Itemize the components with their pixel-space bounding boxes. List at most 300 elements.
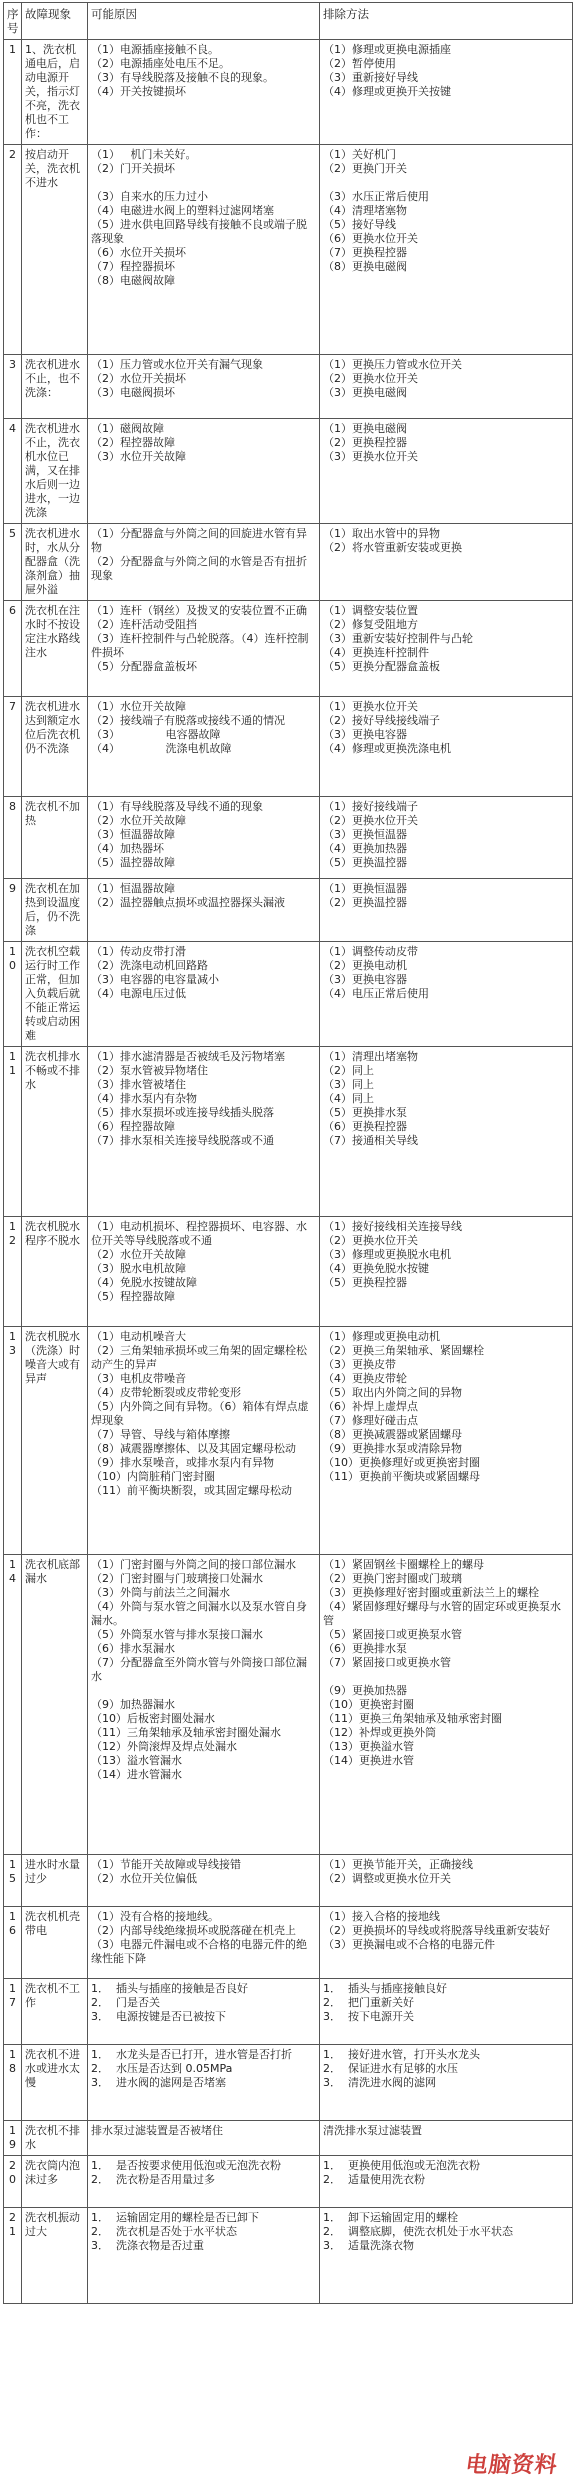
cause-line: （3）连杆控制件与凸轮脱落。（4）连杆控制件损坏 <box>91 632 309 659</box>
fix-cell <box>320 2045 573 2121</box>
cause-line: （4）排水泵内有杂物 <box>91 1092 197 1105</box>
fix-line <box>323 1670 569 1684</box>
row-number: 21 <box>4 2208 22 2304</box>
cause-line: （1） 机门未关好。 <box>91 148 197 161</box>
cause-line: （9）加热器漏水 <box>91 1698 175 1711</box>
cause-line: （5）分配器盒盖板坏 <box>91 660 197 673</box>
cause-line: （4）外筒与泵水管之间漏水以及泵水管自身漏水。 <box>91 1600 307 1627</box>
cause-line: （1）节能开关故障或导线接错 <box>91 1858 241 1871</box>
symptom-cell: 洗衣机进水不止，也不洗涤： <box>22 355 88 419</box>
table-row <box>4 1855 573 1907</box>
fix-line: （6）更换水位开关 <box>323 232 418 245</box>
fix-cell <box>320 145 573 355</box>
fix-line: 3． 适量洗涤衣物 <box>323 2239 414 2252</box>
row-number: 9 <box>4 879 22 942</box>
cause-line <box>91 1684 316 1698</box>
cause-line: （1）连杆（钢丝）及拨叉的安装位置不正确 <box>91 604 307 617</box>
cause-line: （8）减震器摩擦体、以及其固定螺母松动 <box>91 1442 296 1455</box>
cause-line: （3）排水管被堵住 <box>91 1078 186 1091</box>
fix-line: 1． 卸下运输固定用的螺栓 <box>323 2211 458 2224</box>
symptom-cell: 洗衣机底部漏水 <box>22 1555 88 1855</box>
fix-line: 1． 插头与插座接触良好 <box>323 1982 447 1995</box>
fix-line: （3）更换漏电或不合格的电器元件 <box>323 1938 495 1951</box>
fix-line: （4）紧固修理好螺母与水管的固定环或更换泵水管 <box>323 1600 561 1627</box>
table-row <box>4 2208 573 2304</box>
cause-line: （2）水位开关位偏低 <box>91 1872 197 1885</box>
header-num: 序号 <box>4 3 22 40</box>
fix-line: （1）清理出堵塞物 <box>323 1050 418 1063</box>
fix-line: （5）更换温控器 <box>323 856 407 869</box>
cause-line: （2）内部导线绝缘损坏或脱落碰在机壳上 <box>91 1924 296 1937</box>
header-row <box>4 3 573 40</box>
cause-line: （3）电磁阀损坏 <box>91 386 175 399</box>
fix-line: （9）更换加热器 <box>323 1684 407 1697</box>
fix-line: 清洗排水泵过滤装置 <box>323 2124 422 2137</box>
cause-cell <box>88 697 320 797</box>
cause-cell <box>88 601 320 697</box>
cause-line: （2）洗涤电动机回路路 <box>91 959 208 972</box>
cause-line: （2）门密封圈与门玻璃接口处漏水 <box>91 1572 263 1585</box>
cause-cell <box>88 942 320 1047</box>
cause-line <box>91 176 316 190</box>
cause-line: （5）温控器故障 <box>91 856 175 869</box>
fix-line: （5）更换排水泵 <box>323 1106 407 1119</box>
fix-line: 2． 保证进水有足够的水压 <box>323 2062 458 2075</box>
table-row <box>4 1327 573 1555</box>
cause-line: 1． 是否按要求使用低泡或无泡洗衣粉 <box>91 2159 281 2172</box>
fix-line: （6）补焊上虚焊点 <box>323 1400 418 1413</box>
cause-line: （1）传动皮带打滑 <box>91 945 186 958</box>
cause-line: （11）前平衡块断裂，或其固定螺母松动 <box>91 1484 292 1497</box>
fix-line: 2． 调整底脚，使洗衣机处于水平状态 <box>323 2225 513 2238</box>
table-row <box>4 1907 573 1979</box>
fix-line: （3）更换修理好密封圈或重新法兰上的螺栓 <box>323 1586 539 1599</box>
cause-line: （7）分配器盒至外筒水管与外筒接口部位漏水 <box>91 1656 307 1683</box>
fix-line: （7）接通相关导线 <box>323 1134 418 1147</box>
fix-cell <box>320 1327 573 1555</box>
fix-cell <box>320 355 573 419</box>
cause-line: 1． 插头与插座的接触是否良好 <box>91 1982 248 1995</box>
symptom-cell: 洗衣机空载运行时工作正常，但加入负载后就不能正常运转或启动困难 <box>22 942 88 1047</box>
row-number: 16 <box>4 1907 22 1979</box>
symptom-cell: 洗衣机脱水（洗涤）时噪音大或有异声 <box>22 1327 88 1555</box>
fix-line: （1）关好机门 <box>323 148 396 161</box>
symptom-cell: 按启动开关，洗衣机不进水 <box>22 145 88 355</box>
fix-cell <box>320 601 573 697</box>
cause-line: （1）恒温器故障 <box>91 882 175 895</box>
row-number: 14 <box>4 1555 22 1855</box>
table-row <box>4 524 573 601</box>
fix-cell <box>320 1047 573 1217</box>
cause-line: （7）导管、导线与箱体摩擦 <box>91 1428 230 1441</box>
fix-line: （10）更换密封圈 <box>323 1698 414 1711</box>
fix-line: （2）更换门开关 <box>323 162 407 175</box>
fix-line: （2）更换水位开关 <box>323 814 418 827</box>
cause-line: （2）水位开关故障 <box>91 814 186 827</box>
cause-line: 排水泵过滤装置是否被堵住 <box>91 2124 223 2137</box>
cause-line: （1）有导线脱落及导线不通的现象 <box>91 800 263 813</box>
fix-line: （3）更换恒温器 <box>323 828 407 841</box>
fix-cell <box>320 1855 573 1907</box>
cause-cell <box>88 1047 320 1217</box>
cause-line: （3）电机皮带噪音 <box>91 1372 186 1385</box>
cause-line: （12）外筒滚焊及焊点处漏水 <box>91 1740 237 1753</box>
cause-line: （1）排水滤清器是否被绒毛及污物堵塞 <box>91 1050 285 1063</box>
cause-line: （4）免脱水按键故障 <box>91 1276 197 1289</box>
fix-cell <box>320 2121 573 2156</box>
fix-line: （3）重新安装好控制件与凸轮 <box>323 632 473 645</box>
row-number: 2 <box>4 145 22 355</box>
fix-line: （4）修理或更换开关按键 <box>323 85 451 98</box>
row-number: 12 <box>4 1217 22 1327</box>
fix-line: （7）更换程控器 <box>323 246 407 259</box>
cause-cell <box>88 524 320 601</box>
cause-line: （1）磁阀故障 <box>91 422 164 435</box>
fix-line: （5）更换程控器 <box>323 1276 407 1289</box>
fix-line: （2）更换门密封圈或门玻璃 <box>323 1572 462 1585</box>
fix-line: （2）更换水位开关 <box>323 372 418 385</box>
symptom-cell: 洗衣机脱水程序不脱水 <box>22 1217 88 1327</box>
cause-cell <box>88 1217 320 1327</box>
cause-line: （3）恒温器故障 <box>91 828 175 841</box>
fix-line: （2）更换温控器 <box>323 896 407 909</box>
cause-line: （2）连杆活动受阻挡 <box>91 618 197 631</box>
cause-cell <box>88 1855 320 1907</box>
table-row <box>4 1217 573 1327</box>
cause-cell <box>88 1907 320 1979</box>
cause-cell <box>88 1979 320 2045</box>
fix-line <box>323 176 569 190</box>
fix-line: （1）更换节能开关，正确接线 <box>323 1858 473 1871</box>
fix-line: （2）将水管重新安装或更换 <box>323 541 462 554</box>
symptom-cell: 洗衣机在加热到设温度后，仍不洗涤 <box>22 879 88 942</box>
cause-cell <box>88 2156 320 2208</box>
fix-cell <box>320 40 573 145</box>
cause-line: （3） 电容器故障 <box>91 728 221 741</box>
row-number: 4 <box>4 419 22 524</box>
cause-line: （2）泵水管被异物堵住 <box>91 1064 208 1077</box>
cause-line: （2）水位开关故障 <box>91 1248 186 1261</box>
symptom-cell: 1、洗衣机通电后，启动电源开关，指示灯不亮，洗衣机也不工作： <box>22 40 88 145</box>
cause-line: （1）门密封圈与外筒之间的接口部位漏水 <box>91 1558 296 1571</box>
fix-cell <box>320 2208 573 2304</box>
cause-line: （3）自来水的压力过小 <box>91 190 208 203</box>
fix-line: （6）更换程控器 <box>323 1120 407 1133</box>
symptom-cell: 洗衣机不排水 <box>22 2121 88 2156</box>
row-number: 11 <box>4 1047 22 1217</box>
fix-line: （1）调整安装位置 <box>323 604 418 617</box>
cause-line: （6）程控器故障 <box>91 1120 175 1133</box>
cause-cell <box>88 2208 320 2304</box>
fix-line: （1）取出水管中的异物 <box>323 527 440 540</box>
cause-line: （5）内外筒之间有异物。（6）箱体有焊点虚焊现象 <box>91 1400 309 1427</box>
fix-line: （3）更换水位开关 <box>323 450 418 463</box>
row-number: 1 <box>4 40 22 145</box>
cause-line: （4） 洗涤电机故障 <box>91 742 232 755</box>
fix-line: （7）修理好碰击点 <box>323 1414 418 1427</box>
cause-line: （1）电动机噪音大 <box>91 1330 186 1343</box>
table-row <box>4 1979 573 2045</box>
fix-line: （9）更换排水泵或清除异物 <box>323 1442 462 1455</box>
header-cause: 可能原因 <box>88 3 320 40</box>
fix-line: （3）水压正常后使用 <box>323 190 429 203</box>
cause-line: （2）门开关损坏 <box>91 162 175 175</box>
cause-line: （3）水位开关故障 <box>91 450 186 463</box>
cause-line: （5）程控器故障 <box>91 1290 175 1303</box>
fix-line: 2． 适量使用洗衣粉 <box>323 2173 425 2186</box>
fix-line: （1）更换水位开关 <box>323 700 418 713</box>
fix-line: （2）更换电动机 <box>323 959 407 972</box>
cause-line: （2）电源插座处电压不足。 <box>91 57 230 70</box>
cause-line: （13）溢水管漏水 <box>91 1754 182 1767</box>
header-symptom: 故障现象 <box>22 3 88 40</box>
cause-cell <box>88 1327 320 1555</box>
fix-line: （1）接好接线端子 <box>323 800 418 813</box>
cause-line: （1）水位开关故障 <box>91 700 186 713</box>
cause-line: （2）温控器触点损坏或温控器探头漏液 <box>91 896 285 909</box>
symptom-cell: 洗衣机振动过大 <box>22 2208 88 2304</box>
cause-line: 3． 洗涤衣物是否过重 <box>91 2239 204 2252</box>
fix-line: （4）修理或更换洗涤电机 <box>323 742 451 755</box>
cause-cell <box>88 419 320 524</box>
row-number: 13 <box>4 1327 22 1555</box>
cause-line: （4）电源电压过低 <box>91 987 186 1000</box>
cause-line: 1． 水龙头是否已打开，进水管是否打折 <box>91 2048 292 2061</box>
cause-line: （14）进水管漏水 <box>91 1768 182 1781</box>
fix-line: （14）更换进水管 <box>323 1754 414 1767</box>
fix-line: （2）更换程控器 <box>323 436 407 449</box>
cause-cell <box>88 2121 320 2156</box>
cause-line: 2． 水压是否达到 0.05MPa <box>91 2062 233 2075</box>
fix-line: （3）修理或更换脱水电机 <box>323 1248 451 1261</box>
fix-line: （1）接好接线相关连接导线 <box>323 1220 462 1233</box>
table-row <box>4 145 573 355</box>
cause-cell <box>88 355 320 419</box>
cause-line: （3）电容器的电容量减小 <box>91 973 219 986</box>
fix-cell <box>320 1979 573 2045</box>
cause-line: 2． 门是否关 <box>91 1996 160 2009</box>
cause-cell <box>88 879 320 942</box>
cause-line: （7）程控器损坏 <box>91 260 175 273</box>
row-number: 18 <box>4 2045 22 2121</box>
symptom-cell: 洗衣机不进水或进水太慢 <box>22 2045 88 2121</box>
table-row <box>4 942 573 1047</box>
fix-line: （1）调整传动皮带 <box>323 945 418 958</box>
fix-cell <box>320 697 573 797</box>
symptom-cell: 洗衣筒内泡沫过多 <box>22 2156 88 2208</box>
table-row <box>4 601 573 697</box>
cause-line: （1）压力管或水位开关有漏气现象 <box>91 358 263 371</box>
cause-line: （10）内筒脏稍门密封圈 <box>91 1470 215 1483</box>
fix-line: （1）更换压力管或水位开关 <box>323 358 462 371</box>
cause-line: （1）电动机损坏、程控器损坏、电容器、水位开关等导线脱落或不通 <box>91 1220 307 1247</box>
row-number: 5 <box>4 524 22 601</box>
fix-line: 1． 接好进水管，打开头水龙头 <box>323 2048 480 2061</box>
cause-line: （7）排水泵相关连接导线脱落或不通 <box>91 1134 274 1147</box>
cause-line: （9）排水泵噪音，或排水泵内有异物 <box>91 1456 274 1469</box>
fix-line: （4）清理堵塞物 <box>323 204 407 217</box>
cause-line: （2）水位开关损坏 <box>91 372 186 385</box>
cause-line: （3）外筒与前法兰之间漏水 <box>91 1586 230 1599</box>
watermark: 电脑资料 <box>463 2452 560 2478</box>
symptom-cell: 洗衣机进水达到额定水位后洗衣机仍不洗涤 <box>22 697 88 797</box>
table-row <box>4 879 573 942</box>
fix-line: （2）同上 <box>323 1064 374 1077</box>
cause-line: （5）排水泵损坏或连接导线插头脱落 <box>91 1106 274 1119</box>
fix-line: （1）紧固钢丝卡圈螺栓上的螺母 <box>323 1558 484 1571</box>
fix-cell <box>320 879 573 942</box>
cause-line: （4）电磁进水阀上的塑料过滤网堵塞 <box>91 204 274 217</box>
cause-line: 1． 运输固定用的螺栓是否已卸下 <box>91 2211 259 2224</box>
table-row <box>4 2121 573 2156</box>
fix-line: （4）同上 <box>323 1092 374 1105</box>
fix-line: （2）更换水位开关 <box>323 1234 418 1247</box>
fix-line: （1）接入合格的接地线 <box>323 1910 440 1923</box>
header-fix: 排除方法 <box>320 3 573 40</box>
table-body <box>4 40 573 2304</box>
fix-line: （2）接好导线接线端子 <box>323 714 440 727</box>
fix-line: （2）暂停使用 <box>323 57 396 70</box>
row-number: 20 <box>4 2156 22 2208</box>
fix-cell <box>320 942 573 1047</box>
cause-line: （3）电器元件漏电或不合格的电器元件的绝缘性能下降 <box>91 1938 307 1965</box>
cause-line: 2． 洗衣粉是否用量过多 <box>91 2173 215 2186</box>
fix-line: （3）更换皮带 <box>323 1358 396 1371</box>
fix-line: （4）更换加热器 <box>323 842 407 855</box>
cause-line: （2）接线端子有脱落或接线不通的情况 <box>91 714 285 727</box>
cause-line: （3）脱水电机故障 <box>91 1262 186 1275</box>
fix-line: （1）更换恒温器 <box>323 882 407 895</box>
row-number: 19 <box>4 2121 22 2156</box>
fix-line: （5）接好导线 <box>323 218 396 231</box>
fix-cell <box>320 419 573 524</box>
fix-line: （6）更换排水泵 <box>323 1642 407 1655</box>
fix-line: （5）更换分配器盒盖板 <box>323 660 440 673</box>
fix-line: （11）更换前平衡块或紧固螺母 <box>323 1470 480 1483</box>
symptom-cell: 洗衣机排水不畅或不排水 <box>22 1047 88 1217</box>
row-number: 7 <box>4 697 22 797</box>
table-row <box>4 419 573 524</box>
fix-cell <box>320 524 573 601</box>
fix-line: （5）紧固接口或更换泵水管 <box>323 1628 462 1641</box>
symptom-cell: 洗衣机不加热 <box>22 797 88 879</box>
fix-line: （10）更换修理好或更换密封圈 <box>323 1456 480 1469</box>
fix-line: （2）更换损坏的导线或将脱落导线重新安装好 <box>323 1924 550 1937</box>
cause-line: （1）电源插座接触不良。 <box>91 43 219 56</box>
fix-cell <box>320 1555 573 1855</box>
cause-line: （2）三角架轴承损坏或三角架的固定螺栓松动产生的异声 <box>91 1344 307 1371</box>
fix-line: （4）电压正常后使用 <box>323 987 429 1000</box>
cause-line: （5）进水供电回路导线有接触不良或端子脱落现象 <box>91 218 307 245</box>
cause-line: （10）后板密封圈处漏水 <box>91 1712 215 1725</box>
fix-line: （11）更换三角架轴承及轴承密封圈 <box>323 1712 502 1725</box>
fix-cell <box>320 1907 573 1979</box>
cause-line: （4）开关按键损坏 <box>91 85 186 98</box>
table-row <box>4 697 573 797</box>
fix-line: （3）更换电磁阀 <box>323 386 407 399</box>
cause-line: （2）分配器盒与外筒之间的水管是否有扭折现象 <box>91 555 307 582</box>
fix-cell <box>320 2156 573 2208</box>
cause-cell <box>88 797 320 879</box>
fix-line: 2． 把门重新关好 <box>323 1996 414 2009</box>
cause-cell <box>88 40 320 145</box>
row-number: 6 <box>4 601 22 697</box>
cause-line: （6）水位开关损坏 <box>91 246 186 259</box>
fix-line: （4）更换连杆控制件 <box>323 646 429 659</box>
table-row <box>4 2045 573 2121</box>
symptom-cell: 洗衣机机壳带电 <box>22 1907 88 1979</box>
symptom-cell: 洗衣机在注水时不按设定注水路线注水 <box>22 601 88 697</box>
cause-line: （4）加热器坏 <box>91 842 164 855</box>
table-row <box>4 1555 573 1855</box>
symptom-cell: 进水时水量过少 <box>22 1855 88 1907</box>
table-row <box>4 2156 573 2208</box>
row-number: 8 <box>4 797 22 879</box>
cause-cell <box>88 145 320 355</box>
cause-line: （3）有导线脱落及接触不良的现象。 <box>91 71 274 84</box>
fix-line: （3）更换电容器 <box>323 973 407 986</box>
table-row <box>4 355 573 419</box>
fix-line: （4）更换免脱水按键 <box>323 1262 429 1275</box>
fix-line: （7）紧固接口或更换水管 <box>323 1656 451 1669</box>
cause-cell <box>88 2045 320 2121</box>
cause-line: （5）外筒泵水管与排水泵接口漏水 <box>91 1628 263 1641</box>
cause-line: （1）分配器盒与外筒之间的回旋进水管有异物 <box>91 527 307 554</box>
fix-line: 1． 更换使用低泡或无泡洗衣粉 <box>323 2159 480 2172</box>
fix-line: 3． 清洗进水阀的滤网 <box>323 2076 436 2089</box>
cause-line: 2． 洗衣机是否处于水平状态 <box>91 2225 237 2238</box>
symptom-cell: 洗衣机进水不止，洗衣机水位已满，又在排水后则一边进水，一边洗涤 <box>22 419 88 524</box>
fix-line: （3）同上 <box>323 1078 374 1091</box>
fix-line: （13）更换溢水管 <box>323 1740 414 1753</box>
fix-line: （3）更换电容器 <box>323 728 407 741</box>
cause-line: （2）程控器故障 <box>91 436 175 449</box>
cause-cell <box>88 1555 320 1855</box>
table-row <box>4 797 573 879</box>
cause-line: 3． 电源按键是否已被按下 <box>91 2010 226 2023</box>
row-number: 15 <box>4 1855 22 1907</box>
troubleshooting-table <box>3 2 573 2304</box>
fix-line: （2）调整或更换水位开关 <box>323 1872 451 1885</box>
cause-line: （11）三角架轴承及轴承密封圈处漏水 <box>91 1726 281 1739</box>
cause-line: （4）皮带轮断裂或皮带轮变形 <box>91 1386 241 1399</box>
fix-line: （1）更换电磁阀 <box>323 422 407 435</box>
fix-line: （1）修理或更换电源插座 <box>323 43 451 56</box>
fix-line: （3）重新接好导线 <box>323 71 418 84</box>
symptom-cell: 洗衣机不工作 <box>22 1979 88 2045</box>
cause-line: （6）排水泵漏水 <box>91 1642 175 1655</box>
fix-line: （12）补焊或更换外筒 <box>323 1726 436 1739</box>
fix-line: （1）修理或更换电动机 <box>323 1330 440 1343</box>
symptom-cell: 洗衣机进水时，水从分配器盒（洗涤剂盒）抽屉外溢 <box>22 524 88 601</box>
fix-line: （5）取出内外筒之间的异物 <box>323 1386 462 1399</box>
row-number: 3 <box>4 355 22 419</box>
fix-cell <box>320 1217 573 1327</box>
fix-line: （8）更换电磁阀 <box>323 260 407 273</box>
fix-line: 3． 按下电源开关 <box>323 2010 414 2023</box>
cause-line: （1）没有合格的接地线。 <box>91 1910 219 1923</box>
fix-cell <box>320 797 573 879</box>
row-number: 17 <box>4 1979 22 2045</box>
table-row <box>4 40 573 145</box>
fix-line: （2）更换三角架轴承、紧固螺栓 <box>323 1344 484 1357</box>
row-number: 10 <box>4 942 22 1047</box>
cause-line: （8）电磁阀故障 <box>91 274 175 287</box>
cause-line: 3． 进水阀的滤网是否堵塞 <box>91 2076 226 2089</box>
fix-line: （8）更换减震器或紧固螺母 <box>323 1428 462 1441</box>
table-row <box>4 1047 573 1217</box>
fix-line: （2）修复受阻地方 <box>323 618 418 631</box>
